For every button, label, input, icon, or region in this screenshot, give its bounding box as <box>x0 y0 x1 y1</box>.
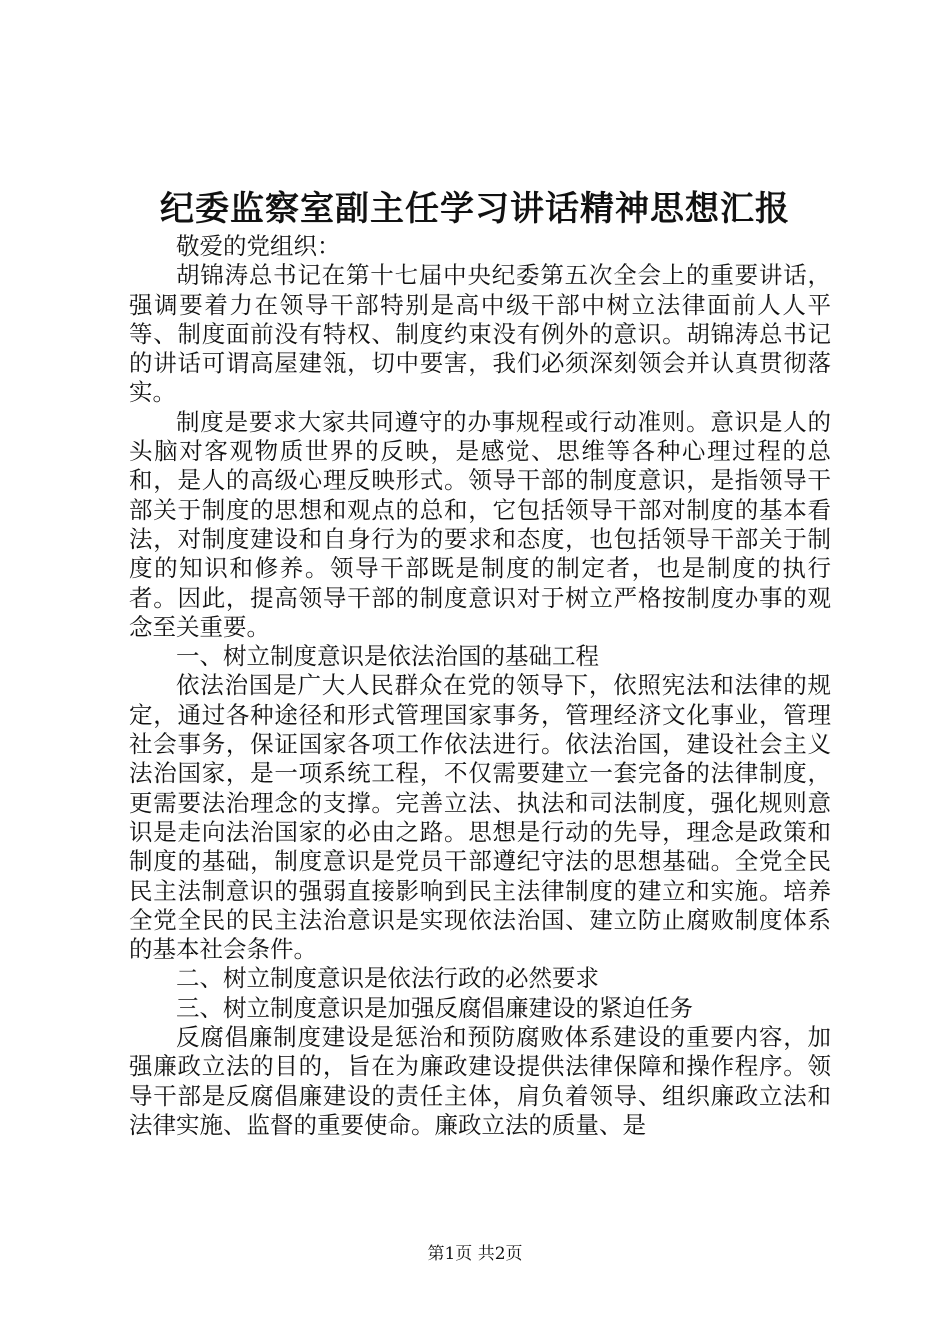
document-title: 纪委监察室副主任学习讲话精神思想汇报 <box>160 189 790 229</box>
section-heading: 二、树立制度意识是依法行政的必然要求 <box>176 964 599 993</box>
page-number-footer: 第1页 共2页 <box>427 1244 523 1264</box>
paragraph: 反腐倡廉制度建设是惩治和预防腐败体系建设的重要内容，加强廉政立法的目的，旨在为廉政建设提供法律保障和操作程序。领导干部是反腐倡廉建设的责任主体，肩负着领导、组织廉政立法和法律实施、监督的重要使命。廉政立法的质量、是 <box>129 1023 831 1139</box>
section-heading: 一、树立制度意识是依法治国的基础工程 <box>176 642 599 671</box>
salutation: 敬爱的党组织： <box>176 232 341 260</box>
document-body <box>129 232 831 1140</box>
paragraph: 胡锦涛总书记在第十七届中央纪委第五次全会上的重要讲话，强调要着力在领导干部特别是高中级干部中树立法律面前人人平等、制度面前没有特权、制度约束没有例外的意识。胡锦涛总书记的讲话可谓高屋建瓴，切中要害，我们必须深刻领会并认真贯彻落实。 <box>129 261 831 407</box>
paragraph: 制度是要求大家共同遵守的办事规程或行动准则。意识是人的头脑对客观物质世界的反映，是感觉、思维等各种心理过程的总和，是人的高级心理反映形式。领导干部的制度意识，是指领导干部关于制度的思想和观点的总和，它包括领导干部对制度的基本看法，对制度建设和自身行为的要求和态度，也包括领导干部关于制度的知识和修养。领导干部既是制度的制定者，也是制度的执行者。因此，提高领导干部的制度意识对于树立严格按制度办事的观念至关重要。 <box>129 407 831 641</box>
paragraph: 依法治国是广大人民群众在党的领导下，依照宪法和法律的规定，通过各种途径和形式管理国家事务，管理经济文化事业，管理社会事务，保证国家各项工作依法进行。依法治国，建设社会主义法治国家，是一项系统工程，不仅需要建立一套完备的法律制度，更需要法治理念的支撑。完善立法、执法和司法制度，强化规则意识是走向法治国家的必由之路。思想是行动的先导，理念是政策和制度的基础，制度意识是党员干部遵纪守法的思想基础。全党全民民主法制意识的强弱直接影响到民主法律制度的建立和实施。培养全党全民的民主法治意识是实现依法治国、建立防止腐败制度体系的基本社会条件。 <box>129 671 831 964</box>
section-heading: 三、树立制度意识是加强反腐倡廉建设的紧迫任务 <box>176 993 693 1022</box>
